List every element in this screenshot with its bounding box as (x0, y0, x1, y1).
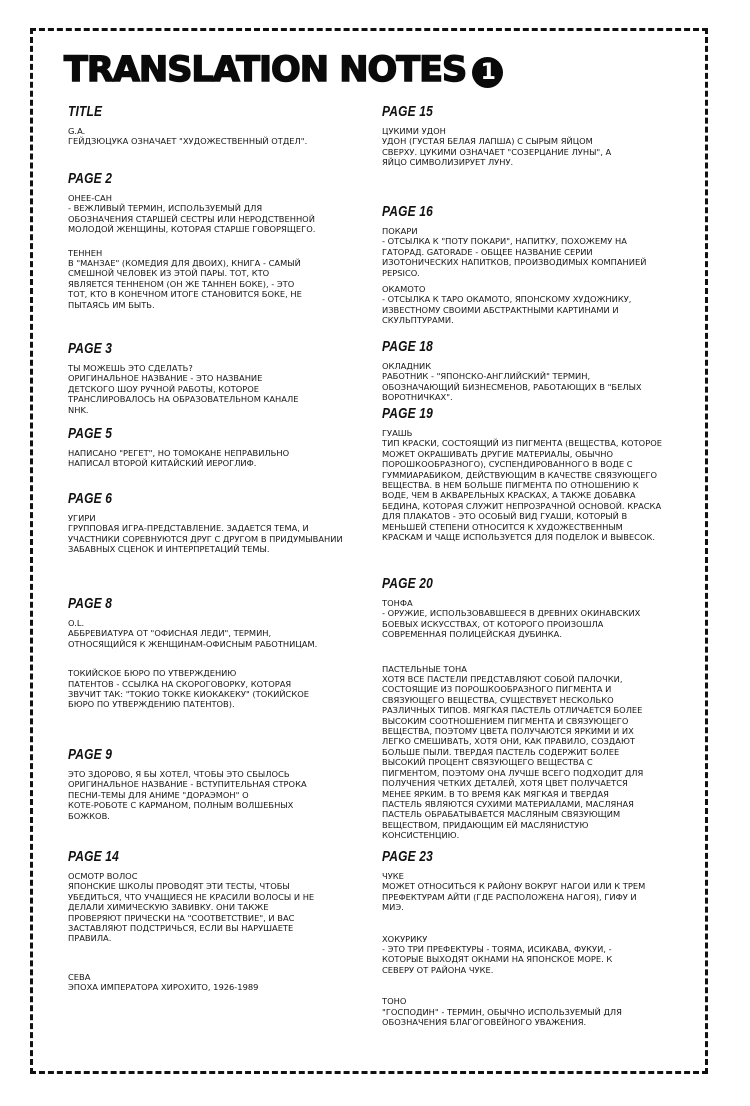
section-heading: PAGE 6 (68, 490, 113, 507)
note-text-line: ОРИГИНАЛЬНОЕ НАЗВАНИЕ - ВСТУПИТЕЛЬНАЯ СТРОКА (68, 779, 307, 790)
note-text-line: - ВЕЖЛИВЫЙ ТЕРМИН, ИСПОЛЬЗУЕМЫЙ ДЛЯ (68, 203, 263, 214)
note-text-line: РАЗЛИЧНЫХ ТИПОВ. МЯГКАЯ ПАСТЕЛЬ ОТЛИЧАЕТСЯ БОЛЕЕ (382, 705, 643, 716)
section-heading: PAGE 18 (382, 338, 433, 355)
note-text-line: - ОТСЫЛКА К ТАРО ОКАМОТО, ЯПОНСКОМУ ХУДОЖНИКУ, (382, 294, 632, 305)
section-heading: PAGE 14 (68, 848, 119, 865)
note-entry (68, 668, 317, 710)
note-term: ТОНО (382, 996, 407, 1007)
note-text-line: ВЫСОКИЙ ПРОЦЕНТ СВЯЗУЮЩЕГО ВЕЩЕСТВА С (382, 757, 593, 768)
note-entry (382, 598, 643, 640)
note-text-line: МОЖЕТ ОТНОСИТЬСЯ К РАЙОНУ ВОКРУГ НАГОИ ИЛИ К ТРЕМ (382, 881, 646, 892)
note-text-line: ПОРОШКООБРАЗНОГО), СУСПЕНДИРОВАННОГО В ВОДЕ С (382, 459, 633, 470)
note-text-line: ВОДЕ, ЧЕМ В АКВАРЕЛЬНЫХ КРАСКАХ, А ТАКЖЕ ДОБАВКА (382, 490, 636, 501)
note-text-line: NHK. (68, 404, 89, 415)
section-heading: PAGE 8 (68, 595, 113, 612)
note-text-line: МОЖЕТ ОКРАШИВАТЬ ДРУГИЕ МАТЕРИАЛЫ, ОБЫЧНО (382, 448, 614, 459)
note-section (68, 425, 289, 469)
note-text-line: МЕНЬШЕЙ СТЕПЕНИ ОТНОСИТСЯ К ХУДОЖЕСТВЕННЫМ (382, 521, 623, 532)
note-text-line: ОБОЗНАЧАЮЩИЙ БИЗНЕСМЕНОВ, РАБОТАЮЩИХ В "БЕЛЫХ (382, 381, 642, 392)
note-entry (68, 448, 289, 469)
note-text-line: ТИП КРАСКИ, СОСТОЯЩИЙ ИЗ ПИГМЕНТА (ВЕЩЕСТВА, КОТОРОЕ (382, 438, 662, 449)
section-heading: PAGE 16 (382, 203, 433, 220)
note-entry (382, 934, 645, 976)
note-text-line: ПИГМЕНТОМ, ПОЭТОМУ ОНА ЛУЧШЕ ВСЕГО ПОДХОДИТ ДЛЯ (382, 767, 644, 778)
note-entry (382, 428, 662, 542)
note-term: ОСМОТР ВОЛОС (68, 871, 138, 881)
note-text-line: ИЗВЕСТНОМУ СВОИМИ АБСТРАКТНЫМИ КАРТИНАМИ И (382, 304, 619, 315)
note-section (382, 575, 643, 841)
note-section (382, 203, 646, 326)
note-term: O.L. (68, 618, 85, 628)
note-term: ЧУКЕ (382, 871, 404, 881)
note-term: ПОКАРИ (382, 226, 418, 236)
note-text-line: МИЭ. (382, 902, 404, 913)
note-section (68, 103, 307, 147)
note-text-line: СВЯЗУЮЩЕГО ВЕЩЕСТВА, СУЩЕСТВУЕТ НЕСКОЛЬКО (382, 694, 614, 705)
note-section (382, 338, 642, 403)
note-entry (68, 193, 315, 235)
note-text-line: МОЛОДОЙ ЖЕНЩИНЫ, КОТОРАЯ СТАРШЕ ГОВОРЯЩЕГО. (68, 224, 316, 235)
note-text-line: ЯВЛЯЕТСЯ ТЕННЕНОМ (ОН ЖЕ ТАННЕН БОКЕ), - ЭТО (68, 278, 295, 289)
note-text-line: PEPSICO. (382, 267, 420, 278)
note-text-line: СОВРЕМЕННАЯ ПОЛИЦЕЙСКАЯ ДУБИНКА. (382, 629, 562, 640)
note-term: ТОКИЙСКОЕ БЮРО ПО УТВЕРЖДЕНИЮ (68, 668, 237, 679)
note-text-line: БЮРО ПО УТВЕРЖДЕНИЮ ПАТЕНТОВ). (68, 699, 235, 710)
section-heading: TITLE (68, 103, 103, 120)
note-entry (382, 126, 611, 168)
note-section (382, 405, 662, 542)
note-text-line: ПАСТЕЛЬ ОБРАБАТЫВАЕТСЯ МАСЛЯНЫМ СВЯЗУЮЩИМ (382, 809, 621, 820)
note-section (68, 746, 307, 821)
number-badge: 1 (472, 57, 503, 88)
note-term: ТЕННЕН (68, 247, 103, 258)
note-text-line: БЕДИНА, КОТОРАЯ СЛУЖИТ НЕПРОЗРАЧНОЙ ОСНОВОЙ. КРАСКА (382, 500, 662, 511)
note-text-line: ЗАСТАВЛЯЮТ ПОДСТРИЧЬСЯ, ЕСЛИ ВЫ НАРУШАЕТЕ (68, 923, 294, 934)
note-text-line: ВЕЩЕСТВА, ПОЭТОМУ ЦВЕТА ПОЛУЧАЮТСЯ ЯРКИМИ И ИХ (382, 726, 634, 737)
note-term: УГИРИ (68, 513, 96, 523)
note-text-line: ЗАБАВНЫХ СЦЕНОК И ИНТЕРПРЕТАЦИЙ ТЕМЫ. (68, 544, 270, 555)
note-text-line: ПРОВЕРЯЮТ ПРИЧЕСКИ НА "СООТВЕТСТВИЕ", И ВАС (68, 912, 295, 923)
note-text-line: ПРЕФЕКТУРАМ АЙТИ (ГДЕ РАСПОЛОЖЕНА НАГОЯ), ГИФУ И (382, 891, 637, 902)
note-term: ТОНФА (382, 598, 413, 608)
section-heading: PAGE 23 (382, 848, 433, 865)
note-entry (382, 226, 646, 278)
note-text-line: ЗВУЧИТ ТАК: "ТОКИО ТОККЕ КИОКАКЕКУ" (ТОКИЙСКОЕ (68, 689, 309, 700)
note-text-line: ГАТОРАД. GATORADE - ОБЩЕЕ НАЗВАНИЕ СЕРИИ (382, 246, 593, 257)
note-term: СЕВА (68, 971, 91, 982)
note-entry (382, 871, 645, 913)
note-entry (68, 513, 343, 555)
note-text-line: СОСТОЯЩИЕ ИЗ ПОРОШКООБРАЗНОГО ПИГМЕНТА И (382, 684, 612, 695)
note-text-line: КОТЕ-РОБОТЕ С КАРМАНОМ, ПОЛНЫМ ВОЛШЕБНЫХ (68, 800, 294, 811)
section-heading: PAGE 19 (382, 405, 433, 422)
note-entry (68, 972, 314, 993)
note-term: ЦУКИМИ УДОН (382, 126, 446, 136)
note-section (68, 490, 343, 555)
note-text-line: ПОЛУЧЕНИЯ ЧЕТКИХ ДЕТАЛЕЙ, ХОТЯ ЦВЕТ ПОЛУЧАЕТСЯ (382, 778, 628, 789)
note-text-line: ОБОЗНАЧЕНИЯ БЛАГОГОВЕЙНОГО УВАЖЕНИЯ. (382, 1017, 587, 1028)
note-term: ЭТО ЗДОРОВО, Я БЫ ХОТЕЛ, ЧТОБЫ ЭТО СБЫЛОСЬ (68, 769, 290, 779)
note-entry (68, 363, 298, 415)
note-term: G.A. (68, 126, 86, 136)
note-term: ТЫ МОЖЕШЬ ЭТО СДЕЛАТЬ? (68, 363, 193, 373)
note-text-line: КОТОРЫЕ ВЫХОДЯТ ОКНАМИ НА ЯПОНСКОЕ МОРЕ. К (382, 954, 613, 965)
note-text-line: СМЕШНОЙ ЧЕЛОВЕК ИЗ ЭТОЙ ПАРЫ. ТОТ, КТО (68, 268, 270, 279)
note-text-line: ИЗОТОНИЧЕСКИХ НАПИТКОВ, ПРОИЗВОДИМЫХ КОМПАНИЕЙ (382, 257, 647, 268)
note-text-line: РАБОТНИК - "ЯПОНСКО-АНГЛИЙСКИЙ" ТЕРМИН, (382, 371, 591, 382)
note-text-line: ГРУППОВАЯ ИГРА-ПРЕДСТАВЛЕНИЕ. ЗАДАЕТСЯ ТЕМА, И (68, 523, 309, 534)
note-text-line: ОТНОСЯЩИЙСЯ К ЖЕНЩИНАМ-ОФИСНЫМ РАБОТНИЦАМ. (68, 638, 318, 649)
note-text-line: ГЕЙДЗЮЦУКА ОЗНАЧАЕТ "ХУДОЖЕСТВЕННЫЙ ОТДЕЛ". (68, 136, 308, 147)
note-text-line: НАПИСАЛ ВТОРОЙ КИТАЙСКИЙ ИЕРОГЛИФ. (68, 458, 257, 469)
note-entry (382, 361, 642, 403)
note-text-line: АББРЕВИАТУРА ОТ "ОФИСНАЯ ЛЕДИ", ТЕРМИН, (68, 628, 272, 639)
page-title (64, 50, 503, 90)
note-text-line: СВЕРХУ. ЦУКИМИ ОЗНАЧАЕТ "СОЗЕРЦАНИЕ ЛУНЫ", А (382, 146, 612, 157)
note-text-line: ЭПОХА ИМПЕРАТОРА ХИРОХИТО, 1926-1989 (68, 982, 259, 993)
note-text-line: - ЭТО ТРИ ПРЕФЕКТУРЫ - ТОЯМА, ИСИКАВА, ФУКУИ, - (382, 944, 612, 955)
note-text-line: ПРАВИЛА. (68, 933, 112, 944)
note-term: ПАСТЕЛЬНЫЕ ТОНА (382, 663, 467, 674)
note-text-line: ВЕЩЕСТВА. В НЕМ БОЛЬШЕ ПИГМЕНТА ПО ОТНОШЕНИЮ К (382, 480, 639, 491)
note-entry (68, 871, 314, 944)
title-text: TRANSLATION NOTES (64, 50, 467, 90)
note-text-line: ВОРОТНИЧКАХ". (382, 392, 453, 403)
note-text-line: КРАСКАМ И ЧАЩЕ ИСПОЛЬЗУЕТСЯ ДЛЯ ПОДЕЛОК И ВЫВЕСОК. (382, 532, 656, 543)
note-term: ОКЛАДНИК (382, 361, 432, 371)
note-text-line: - ОТСЫЛКА К "ПОТУ ПОКАРИ", НАПИТКУ, ПОХОЖЕМУ НА (382, 236, 627, 247)
section-heading: PAGE 20 (382, 575, 433, 592)
note-text-line: МЕНЕЕ ЯРКИМ. В ТО ВРЕМЯ КАК МЯГКАЯ И ТВЕРДАЯ (382, 788, 609, 799)
note-text-line: ПЕСНИ-ТЕМЫ ДЛЯ АНИМЕ "ДОРАЭМОН" О (68, 789, 249, 800)
note-text-line: БОЛЬШЕ ПЫЛИ. ТВЕРДАЯ ПАСТЕЛЬ СОДЕРЖИТ БОЛЕЕ (382, 746, 620, 757)
note-text-line: В "МАНЗАЕ" (КОМЕДИЯ ДЛЯ ДВОИХ), КНИГА - САМЫЙ (68, 258, 301, 269)
note-text-line: КОНСИСТЕНЦИЮ. (382, 830, 460, 841)
note-text-line: "ГОСПОДИН" - ТЕРМИН, ОБЫЧНО ИСПОЛЬЗУЕМЫЙ ДЛЯ (382, 1006, 622, 1017)
note-text-line: ДЕТСКОГО ШОУ РУЧНОЙ РАБОТЫ, КОТОРОЕ (68, 383, 260, 394)
note-text-line: ЛЕГКО СМЕШИВАТЬ, ХОТЯ ОНИ, КАК ПРАВИЛО, СОЗДАЮТ (382, 736, 635, 747)
note-text-line: СКУЛЬПТУРАМИ. (382, 315, 454, 326)
note-term: НАПИСАНО "РЕГЕТ", НО ТОМОКАНЕ НЕПРАВИЛЬНО (68, 448, 290, 458)
note-section (382, 848, 645, 1027)
note-text-line: ЯЙЦО СИМВОЛИЗИРУЕТ ЛУНУ. (382, 157, 514, 168)
note-text-line: ПЫТАЯСЬ ИМ БЫТЬ. (68, 299, 155, 310)
note-term: ГУАШЬ (382, 428, 413, 438)
section-heading: PAGE 5 (68, 425, 113, 442)
note-text-line: БОЕВЫХ ИСКУССТВАХ, ОТ КОТОРОГО ПРОИЗОШЛА (382, 618, 604, 629)
note-entry (382, 996, 645, 1027)
note-text-line: БОЖКОВ. (68, 810, 110, 821)
note-text-line: ОРИГИНАЛЬНОЕ НАЗВАНИЕ - ЭТО НАЗВАНИЕ (68, 373, 263, 384)
note-term: ОКАМОТО (382, 284, 426, 295)
note-text-line: УБЕДИТЬСЯ, ЧТО УЧАЩИЕСЯ НЕ КРАСИЛИ ВОЛОСЫ И НЕ (68, 891, 315, 902)
note-section (68, 848, 314, 993)
note-text-line: ПАТЕНТОВ - ССЫЛКА НА СКОРОГОВОРКУ, КОТОРАЯ (68, 678, 292, 689)
section-heading: PAGE 3 (68, 340, 113, 357)
note-text-line: ГУММИАРАБИКОМ, ДЕЙСТВУЮЩИМ В КАЧЕСТВЕ СВЯЗУЮЩЕГО (382, 469, 658, 480)
note-text-line: ХОТЯ ВСЕ ПАСТЕЛИ ПРЕДСТАВЛЯЮТ СОБОЙ ПАЛОЧКИ, (382, 674, 623, 685)
note-text-line: ТОТ, КТО В КОНЕЧНОМ ИТОГЕ СТАНОВИТСЯ БОКЕ, НЕ (68, 289, 302, 300)
note-section (68, 595, 317, 710)
note-section (68, 170, 315, 310)
note-section (68, 340, 298, 415)
section-heading: PAGE 9 (68, 746, 113, 763)
note-entry (68, 618, 317, 649)
note-term: ОНЕЕ-САН (68, 193, 112, 203)
note-text-line: ВЕЩЕСТВОМ, ПРИДАЮЩИМ ЕЙ МАСЛЯНИСТУЮ (382, 819, 589, 830)
section-heading: PAGE 15 (382, 103, 433, 120)
note-entry (68, 769, 307, 821)
note-text-line: ЯПОНСКИЕ ШКОЛЫ ПРОВОДЯТ ЭТИ ТЕСТЫ, ЧТОБЫ (68, 881, 290, 892)
note-entry (68, 248, 315, 310)
section-heading: PAGE 2 (68, 170, 113, 187)
note-text-line: ДЛЯ ПЛАКАТОВ - ЭТО ОСОБЫЙ ВИД ГУАШИ, КОТОРЫЙ В (382, 511, 628, 522)
note-entry (68, 126, 307, 147)
note-section (382, 103, 611, 168)
note-entry (382, 664, 643, 841)
note-text-line: ОБОЗНАЧЕНИЯ СТАРШЕЙ СЕСТРЫ ИЛИ НЕРОДСТВЕННОЙ (68, 213, 315, 224)
note-text-line: УЧАСТНИКИ СОРЕВНУЮТСЯ ДРУГ С ДРУГОМ В ПРИДУМЫВАНИИ (68, 533, 343, 544)
note-text-line: СЕВЕРУ ОТ РАЙОНА ЧУКЕ. (382, 964, 494, 975)
note-text-line: УДОН (ГУСТАЯ БЕЛАЯ ЛАПША) С СЫРЫМ ЯЙЦОМ (382, 136, 593, 147)
note-text-line: - ОРУЖИЕ, ИСПОЛЬЗОВАВШЕЕСЯ В ДРЕВНИХ ОКИНАВСКИХ (382, 608, 641, 619)
note-entry (382, 284, 646, 326)
note-text-line: ПАСТЕЛЬ ЯВЛЯЮТСЯ СУХИМИ МАТЕРИАЛАМИ, МАСЛЯНАЯ (382, 798, 634, 809)
note-text-line: ТРАНСЛИРОВАЛОСЬ НА ОБРАЗОВАТЕЛЬНОМ КАНАЛЕ (68, 394, 299, 405)
note-text-line: ВЫСОКИМ СООТНОШЕНИЕМ ПИГМЕНТА И СВЯЗУЮЩЕГО (382, 715, 629, 726)
note-term: ХОКУРИКУ (382, 933, 428, 944)
note-text-line: ДЕЛАЛИ ХИМИЧЕСКУЮ ЗАВИВКУ. ОНИ ТАКЖЕ (68, 902, 269, 913)
